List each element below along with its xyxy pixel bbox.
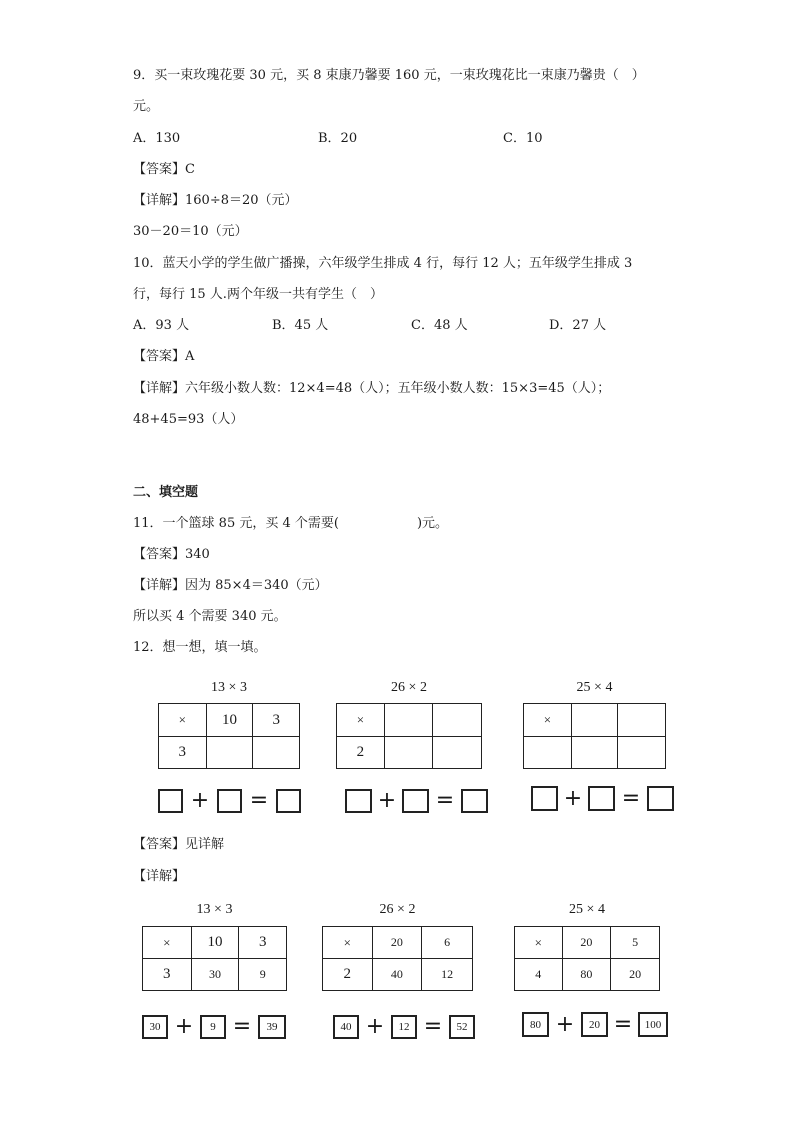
solution-equation <box>522 1012 668 1037</box>
q11-detail-line1: 【详解】因为 85×4＝340（元） <box>133 578 328 593</box>
multiplication-grid <box>523 703 666 769</box>
grid-header-ones: 6 <box>422 927 473 959</box>
grid-header-tens: 10 <box>191 927 239 959</box>
q10-option-c: C．48 人 <box>411 318 468 333</box>
sum-equation <box>158 788 301 813</box>
q10-option-d: D．27 人 <box>549 318 607 333</box>
q10-answer: 【答案】A <box>133 349 195 364</box>
solution-title: 26 × 2 <box>379 902 416 917</box>
grid-product: 80 <box>562 959 611 991</box>
q9-text-line1: 9．买一束玫瑰花要 30 元，买 8 束康乃馨要 160 元，一束玫瑰花比一束康乃馨贵（ ） <box>133 68 645 83</box>
filled-box: 30 <box>142 1015 168 1039</box>
filled-box: 80 <box>522 1012 549 1037</box>
grid-cell-input[interactable] <box>524 737 572 769</box>
grid-cell-input[interactable] <box>618 737 666 769</box>
grid-product: 30 <box>191 959 239 991</box>
grid-header-op: × <box>524 704 572 737</box>
answer-box[interactable] <box>588 786 615 811</box>
solution-grid <box>142 926 287 991</box>
multiplication-grid <box>336 703 482 769</box>
plus-sign: + <box>563 786 583 811</box>
grid-header-ones: 5 <box>611 927 660 959</box>
q12-detail-label: 【详解】 <box>133 869 186 884</box>
plus-sign: + <box>365 1014 385 1039</box>
grid-row-multiplier: 3 <box>159 737 207 769</box>
problem-title: 13 × 3 <box>211 680 247 695</box>
plus-sign: + <box>555 1012 575 1037</box>
grid-product: 40 <box>372 959 422 991</box>
grid-header-op: × <box>323 927 373 959</box>
filled-box: 20 <box>581 1012 608 1037</box>
problem-block-13x3 <box>158 680 300 815</box>
grid-header-ones: 3 <box>253 704 300 737</box>
grid-header-op: × <box>143 927 192 959</box>
q10-text-line1: 10．蓝天小学的学生做广播操，六年级学生排成 4 行，每行 12 人；五年级学生排成 3 <box>133 256 633 271</box>
filled-box: 12 <box>391 1015 417 1039</box>
equals-sign: = <box>435 788 455 813</box>
sum-equation <box>345 788 488 813</box>
solution-block-26x2 <box>322 902 473 1042</box>
grid-header-tens: 20 <box>372 927 422 959</box>
plus-sign: + <box>377 788 397 813</box>
equals-sign: = <box>621 786 641 811</box>
q9-option-c: C．10 <box>503 131 543 146</box>
q12-answer: 【答案】见详解 <box>133 837 225 852</box>
q10-option-b: B．45 人 <box>272 318 329 333</box>
filled-box: 39 <box>258 1015 286 1039</box>
grid-header-tens: 20 <box>562 927 611 959</box>
grid-header-op: × <box>515 927 563 959</box>
plus-sign: + <box>174 1014 194 1039</box>
q12-text: 12．想一想，填一填。 <box>133 640 267 655</box>
q9-detail-line2: 30－20＝10（元） <box>133 224 248 239</box>
equals-sign: = <box>232 1014 252 1039</box>
q9-text-line2: 元。 <box>133 99 160 114</box>
solution-equation <box>142 1014 286 1039</box>
grid-cell-input[interactable] <box>253 737 300 769</box>
q11-answer: 【答案】340 <box>133 547 210 562</box>
answer-box[interactable] <box>217 789 242 813</box>
grid-row-multiplier: 3 <box>143 959 192 991</box>
plus-sign: + <box>190 788 210 813</box>
grid-cell-input[interactable] <box>384 704 433 737</box>
q10-option-a: A．93 人 <box>133 318 190 333</box>
equals-sign: = <box>249 788 269 813</box>
grid-cell-input[interactable] <box>384 737 433 769</box>
answer-box[interactable] <box>158 789 183 813</box>
q10-detail-line2: 48+45=93（人） <box>133 412 244 427</box>
q11-text: 11．一个篮球 85 元，买 4 个需要( )元。 <box>133 516 449 531</box>
answer-box[interactable] <box>647 786 674 811</box>
solution-grid <box>514 926 660 991</box>
grid-cell-input[interactable] <box>618 704 666 737</box>
answer-box[interactable] <box>402 789 429 813</box>
solution-title: 13 × 3 <box>196 902 233 917</box>
grid-product: 12 <box>422 959 473 991</box>
sum-equation <box>531 786 674 811</box>
solution-equation <box>333 1014 475 1039</box>
problem-block-25x4 <box>523 680 666 815</box>
grid-cell-input[interactable] <box>206 737 253 769</box>
answer-box[interactable] <box>276 789 301 813</box>
section-title: 二、填空题 <box>133 485 199 500</box>
grid-cell-input[interactable] <box>433 737 482 769</box>
q9-option-a: A．130 <box>133 131 181 146</box>
equals-sign: = <box>613 1012 633 1037</box>
answer-box[interactable] <box>345 789 372 813</box>
problem-title: 26 × 2 <box>391 680 427 695</box>
grid-product: 9 <box>239 959 287 991</box>
problem-block-26x2 <box>336 680 482 815</box>
grid-row-multiplier: 2 <box>337 737 385 769</box>
solution-block-25x4 <box>514 902 660 1042</box>
grid-row-multiplier: 4 <box>515 959 563 991</box>
equals-sign: = <box>423 1014 443 1039</box>
filled-box: 100 <box>638 1012 668 1037</box>
q9-detail-line1: 【详解】160÷8＝20（元） <box>133 193 298 208</box>
grid-cell-input[interactable] <box>433 704 482 737</box>
problem-title: 25 × 4 <box>576 680 613 695</box>
filled-box: 52 <box>449 1015 475 1039</box>
grid-header-op: × <box>337 704 385 737</box>
q11-detail-line2: 所以买 4 个需要 340 元。 <box>133 609 287 624</box>
grid-header-op: × <box>159 704 207 737</box>
grid-row-multiplier: 2 <box>323 959 373 991</box>
grid-header-ones: 3 <box>239 927 287 959</box>
answer-box[interactable] <box>461 789 488 813</box>
solution-grid <box>322 926 473 991</box>
filled-box: 40 <box>333 1015 359 1039</box>
q9-option-b: B．20 <box>318 131 358 146</box>
q10-text-line2: 行，每行 15 人.两个年级一共有学生（ ） <box>133 287 383 302</box>
q10-detail-line1: 【详解】六年级小数人数：12×4=48（人）；五年级小数人数：15×3=45（人）； <box>133 381 611 396</box>
multiplication-grid <box>158 703 300 769</box>
solution-block-13x3 <box>142 902 287 1042</box>
answer-box[interactable] <box>531 786 558 811</box>
grid-cell-input[interactable] <box>571 737 618 769</box>
grid-header-tens: 10 <box>206 704 253 737</box>
q9-answer: 【答案】C <box>133 162 195 177</box>
filled-box: 9 <box>200 1015 226 1039</box>
grid-cell-input[interactable] <box>571 704 618 737</box>
grid-product: 20 <box>611 959 660 991</box>
solution-title: 25 × 4 <box>569 902 605 917</box>
